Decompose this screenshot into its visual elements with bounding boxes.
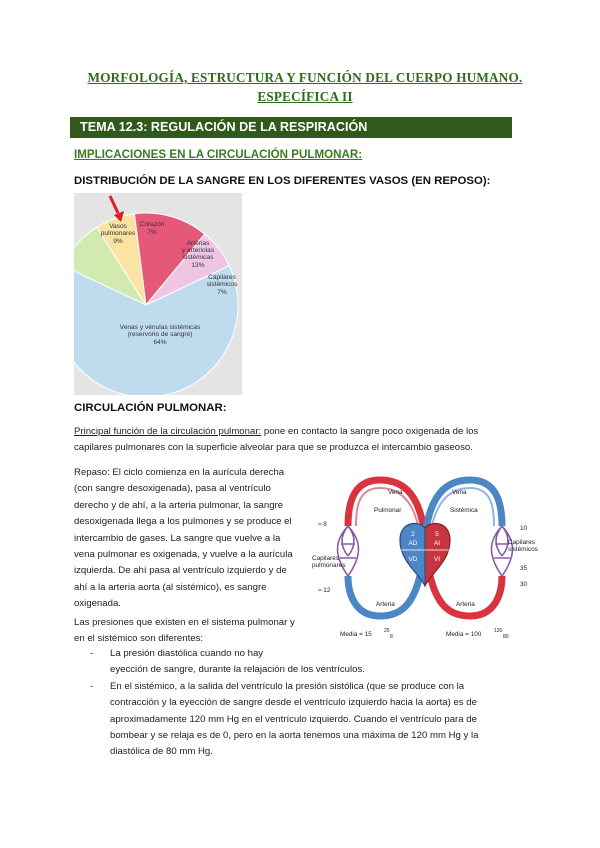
principal-rest: pone en contacto la sangre poco oxigenada de los xyxy=(261,426,479,437)
label-vasos-value: 9% xyxy=(113,238,123,245)
label-media-right: Media = 100 xyxy=(446,631,482,638)
label-corazon: Corazón xyxy=(139,221,165,228)
presiones-line: Las presiones que existen en el sistema pulmonar y xyxy=(74,617,295,628)
list-item-line: En el sistémico, a la salida del ventrículo la presión sistólica (que se produce con la xyxy=(110,680,465,692)
circulation-diagram xyxy=(310,466,540,642)
label-arterias-1: Arterias xyxy=(186,240,210,247)
section-title: IMPLICACIONES EN LA CIRCULACIÓN PULMONAR: xyxy=(74,148,363,161)
pulmonary-artery-path xyxy=(348,566,422,616)
label-arterias-value: 13% xyxy=(191,262,205,269)
list-item xyxy=(74,646,524,679)
chamber-ad: AD xyxy=(408,540,418,547)
chamber-ai: AI xyxy=(433,540,441,547)
label-capilares-value: 7% xyxy=(217,289,227,296)
repaso-line: derecho y de ahí, a la arteria pulmonar, la sangre xyxy=(74,499,284,511)
label-capilares-pulmonares-2: pulmonares xyxy=(312,562,346,569)
label-pulmonar: Pulmonar xyxy=(374,507,402,514)
label-frac-right-top: 120 xyxy=(494,628,503,634)
label-arteria-left: Arteria xyxy=(376,601,395,608)
list-item xyxy=(74,679,524,761)
label-35: 35 xyxy=(520,565,528,572)
label-vena-right: Vena xyxy=(452,489,467,496)
chamber-num-5: 5 xyxy=(435,531,439,538)
document-title xyxy=(70,68,540,106)
label-capilares-sistemicos-2: sistémicos xyxy=(508,546,538,553)
list-item-line: bombear y se relaja es de 0, pero en la aorta tenemos una máxima de 120 mm Hg y la xyxy=(110,730,479,742)
label-corazon-value: 7% xyxy=(147,229,157,236)
label-frac-left-bottom: 8 xyxy=(390,634,393,640)
blood-distribution-chart xyxy=(74,193,242,395)
label-arteria-right: Arteria xyxy=(456,601,475,608)
chamber-vi: VI xyxy=(433,556,441,563)
label-sistemica: Sistémica xyxy=(450,507,478,514)
repaso-line: ahí a la arteria aorta (al sistémico), es sangre xyxy=(74,581,267,593)
label-vasos-2: pulmonares xyxy=(100,230,136,237)
chamber-vd: VD xyxy=(408,556,418,563)
label-capilares-sistemicos-1: Capilares xyxy=(508,539,535,546)
label-frac-right-bottom: 80 xyxy=(503,634,509,640)
repaso-line: Repaso: El ciclo comienza en la aurícula derecha xyxy=(74,467,285,478)
chamber-num-2: 2 xyxy=(411,531,415,538)
circulation-svg xyxy=(310,466,540,642)
label-vasos-1: Vasos xyxy=(109,223,127,230)
label-30: 30 xyxy=(520,581,528,588)
label-8: ≈ 8 xyxy=(318,521,327,528)
label-capilares-2: sistémicos xyxy=(206,281,238,288)
pointer-arrow-line xyxy=(110,196,118,213)
topic-banner: TEMA 12.3: REGULACIÓN DE LA RESPIRACIÓN xyxy=(70,117,512,138)
label-vena-left: Vena xyxy=(388,489,403,496)
label-media-left: Media = 15 xyxy=(340,631,372,638)
repaso-line: vena pulmonar es oxigenada, y vuelve a la aurícula xyxy=(74,549,293,561)
label-10: 10 xyxy=(520,525,528,532)
bullet-dash: - xyxy=(90,648,94,659)
label-capilares-1: Capilares xyxy=(208,274,236,281)
repaso-line: oxigenada. xyxy=(74,598,121,610)
label-capilares-pulmonares-1: Capilares xyxy=(312,555,339,562)
list-item-line: contracción y la eyección de sangre desde el ventrículo izquierdo hacia la aorta) es de xyxy=(110,697,477,709)
principal-function-paragraph xyxy=(74,424,534,457)
pie-svg xyxy=(74,193,242,395)
label-arterias-3: sistémicas xyxy=(182,254,214,261)
presiones-paragraph xyxy=(74,615,310,648)
document-title-line-2: ESPECÍFICA II xyxy=(257,89,353,104)
repaso-line: (con sangre desoxigenada), pasa al ventrículo xyxy=(74,483,271,495)
circulation-heading: CIRCULACIÓN PULMONAR: xyxy=(74,402,227,414)
label-venas-1: Venas y vénulas sistémicas xyxy=(119,324,201,331)
pie-slices xyxy=(74,213,238,395)
bullet-dash: - xyxy=(90,680,94,692)
pressure-list xyxy=(74,646,524,761)
label-arterias-2: y arteriolas xyxy=(181,247,215,254)
repaso-line: desoxigenada llega a los pulmones y se produce el xyxy=(74,516,292,528)
principal-lead: Principal función de la circulación pulmonar: xyxy=(74,426,262,437)
repaso-line: intercambio de gases. La sangre que vuelve a la xyxy=(74,532,281,544)
label-venas-2: (reservorio de sangre) xyxy=(127,331,193,338)
label-venas-value: 64% xyxy=(153,339,167,346)
document-title-line-1: MORFOLOGÍA, ESTRUCTURA Y FUNCIÓN DEL CUERPO HUMANO. xyxy=(87,70,523,85)
systemic-artery-path xyxy=(428,566,502,616)
principal-line-2: capilares pulmonares con la superficie alveolar para que se produzca el intercambio gaseoso. xyxy=(74,442,473,454)
label-12: ≈ 12 xyxy=(318,587,331,594)
repaso-line: izquierda. De ahí pasa al ventrículo izquierdo y de xyxy=(74,565,287,577)
list-item-line: eyección de sangre, durante la relajación de los ventrículos. xyxy=(110,664,365,676)
label-frac-left-top: 25 xyxy=(384,628,390,634)
list-item-line: diastólica de 80 mm Hg. xyxy=(110,746,213,758)
list-item-line: aproximadamente 120 mm Hg en el ventrículo izquierdo. Cuando el ventrículo para de xyxy=(110,713,477,725)
distribution-heading: DISTRIBUCIÓN DE LA SANGRE EN LOS DIFERENTES VASOS (EN REPOSO): xyxy=(74,175,491,187)
repaso-paragraph xyxy=(74,465,310,613)
list-item-line: La presión diastólica cuando no hay xyxy=(110,648,264,659)
presiones-line: en el sistémico son diferentes: xyxy=(74,633,204,645)
